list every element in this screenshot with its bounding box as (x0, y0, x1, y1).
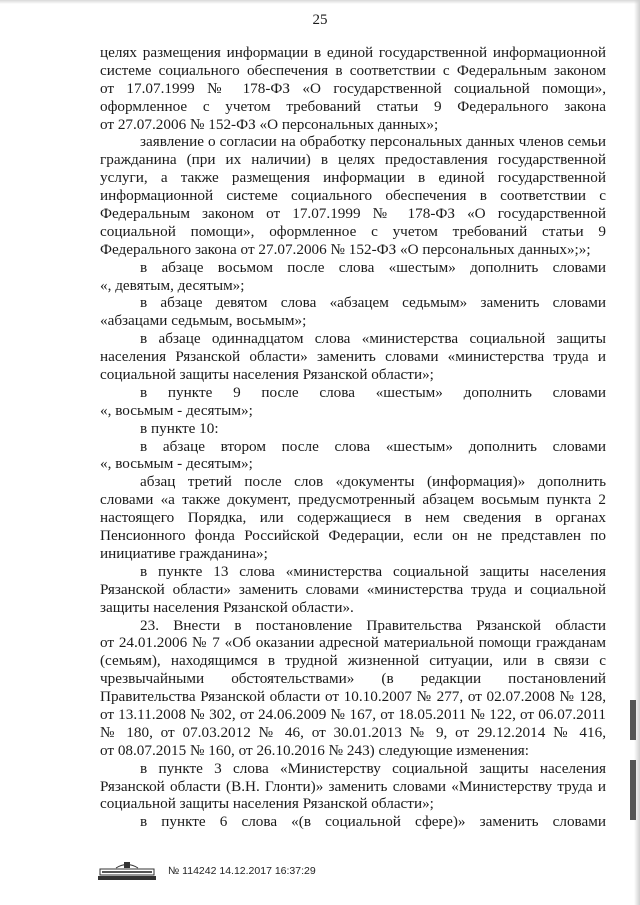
text-line: Пенсионного фонда Российской Федерации, если он не представлен по (100, 527, 606, 545)
text-line: заявление о согласии на обработку персональных данных членов семьи (140, 133, 606, 151)
text-line: целях размещения информации в единой государственной информационной (100, 44, 606, 61)
text-line: в абзаце восьмом после слова «шестым» дополнить словами (140, 258, 606, 276)
text-line: от 08.07.2015 № 160, от 26.10.2016 № 243) следующие изменения: (100, 741, 530, 759)
text-line: от 24.01.2006 № 7 «Об оказании адресной материальной помощи гражданам (100, 634, 606, 652)
text-line: в пункте 13 слова «министерства социальной защиты населения (140, 562, 606, 580)
text-line: населения Рязанской области» заменить словами «министерства труда и (100, 348, 606, 366)
text-line: «, девятым, десятым»; (100, 276, 245, 294)
document-registration-code: № 114242 14.12.2017 16:37:29 (168, 865, 316, 877)
text-line: Правительства Рязанской области от 10.10.2007 № 277, от 02.07.2008 № 128, (100, 688, 606, 706)
text-line: информационной системе социального обеспечения в соответствии с (100, 187, 606, 205)
text-line: социальной помощи», оформленное с учетом требований статьи 9 (100, 222, 606, 240)
footer (96, 860, 416, 882)
text-line: 23. Внести в постановление Правительства Рязанской области (140, 616, 606, 634)
text-line: гражданина (при их наличии) в целях предоставления государственной (100, 151, 606, 169)
text-line: словами «а также документ, предусмотренный абзацем восьмым пункта 2 (100, 491, 606, 509)
page-number: 25 (312, 12, 328, 28)
text-line: в абзаце втором после слова «шестым» дополнить словами (140, 437, 606, 455)
text-line: от 13.11.2008 № 302, от 24.06.2009 № 167, от 18.05.2011 № 122, от 06.07.2011 (100, 705, 606, 723)
text-line: услуги, а также размещения информации в единой государственной (100, 169, 606, 187)
text-line: Рязанской области» заменить словами «министерства труда и социальной (100, 580, 606, 598)
text-line: (семьям), находящимся в трудной жизненной ситуации, или в связи с (100, 652, 606, 670)
body-text (100, 44, 606, 831)
text-line: «, восьмым - десятым»; (100, 455, 253, 473)
text-line: в пункте 10: (140, 419, 219, 437)
text-line: Федерального закона от 27.07.2006 № 152-ФЗ «О персональных данных»;»; (100, 240, 591, 258)
text-line: Федеральным законом от 17.07.1999 № 178-ФЗ «О государственной (100, 205, 606, 223)
regional-print-logo (96, 860, 158, 882)
text-line: абзац третий после слов «документы (информация)» дополнить (140, 473, 606, 491)
text-line: чрезвычайными обстоятельствами» (в редакции постановлений (100, 670, 606, 688)
text-line: в пункте 9 после слова «шестым» дополнить словами (140, 383, 606, 401)
text-line: в абзаце одиннадцатом слова «министерства социальной защиты (140, 330, 606, 348)
text-line: № 180, от 07.03.2012 № 46, от 30.01.2013 № 9, от 29.12.2014 № 416, (100, 723, 606, 741)
text-line: Рязанской области (В.Н. Глонти)» заменить словами «Министерству труда и (100, 777, 606, 795)
text-line: настоящего Порядка, или содержащиеся в нем сведения в органах (100, 509, 606, 527)
text-line: системе социального обеспечения в соответствии с Федеральным законом (100, 61, 606, 79)
text-line: инициативе гражданина»; (100, 544, 268, 562)
text-line: в абзаце девятом слова «абзацем седьмым» заменить словами (140, 294, 606, 312)
text-line: оформленное с учетом требований статьи 9 Федерального закона (100, 97, 606, 115)
text-line: от 27.07.2006 № 152-ФЗ «О персональных данных»; (100, 115, 439, 133)
scan-mark (630, 760, 636, 820)
text-line: защиты населения Рязанской области». (100, 598, 354, 616)
text-line: «, восьмым - десятым»; (100, 401, 253, 419)
text-line: в пункте 3 слова «Министерству социальной защиты населения (140, 759, 606, 777)
text-line: «абзацами седьмым, восьмым»; (100, 312, 307, 330)
text-line: от 17.07.1999 № 178-ФЗ «О государственной социальной помощи», (100, 79, 606, 97)
text-line: социальной защиты населения Рязанской области»; (100, 366, 434, 384)
text-line: в пункте 6 слова «(в социальной сфере)» заменить словами (140, 813, 606, 831)
scan-edge-top (0, 0, 640, 4)
scan-mark (630, 700, 636, 740)
text-line: социальной защиты населения Рязанской области»; (100, 795, 434, 813)
